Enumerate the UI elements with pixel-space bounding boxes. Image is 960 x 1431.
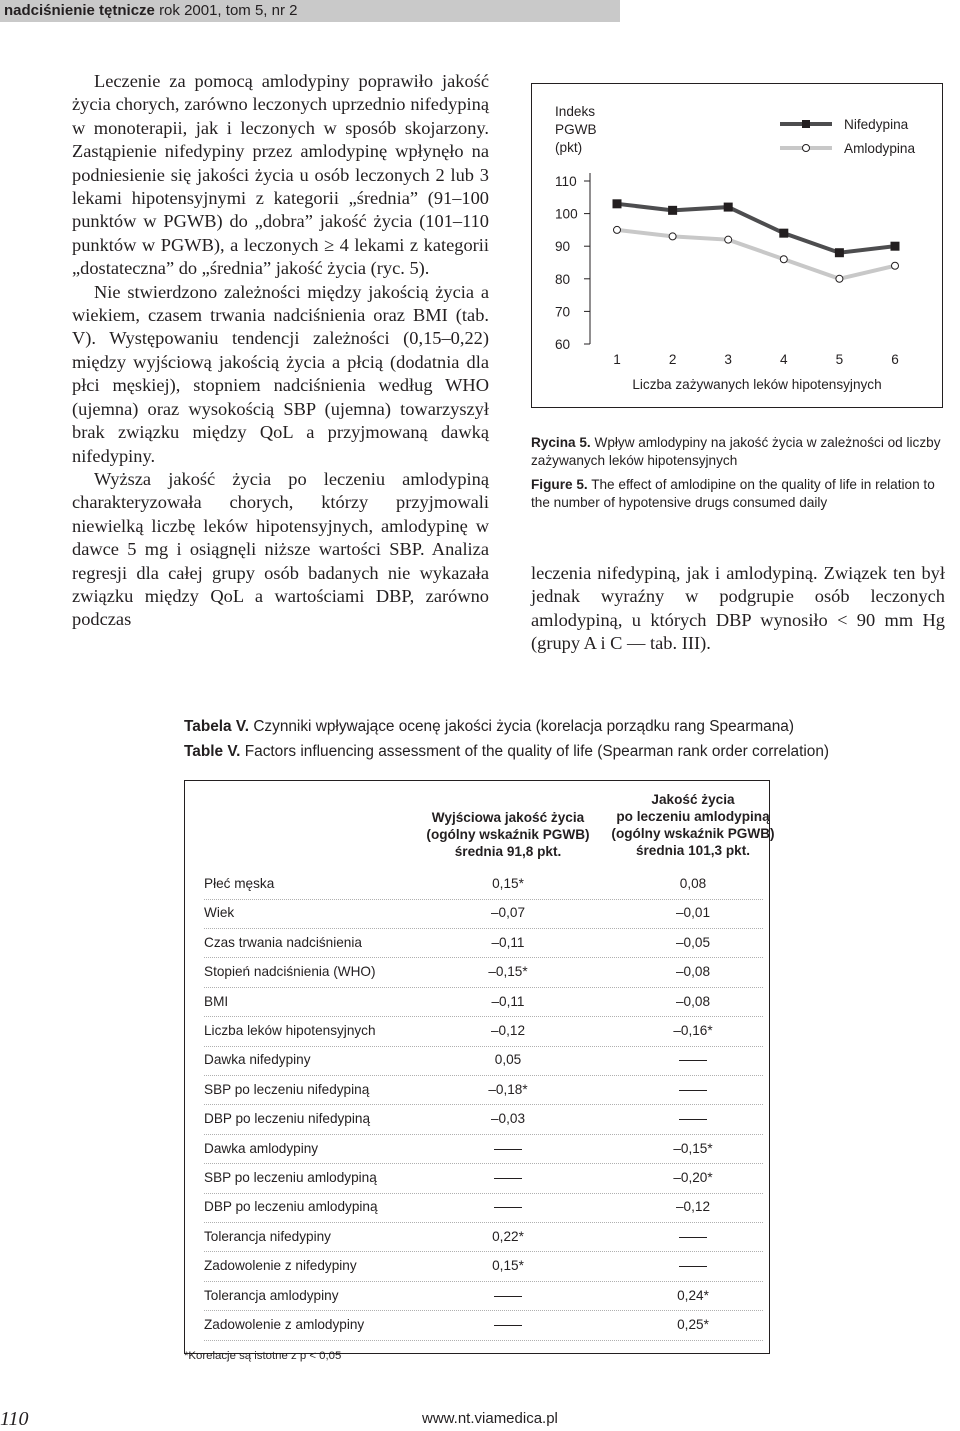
- data-point-square: [669, 206, 677, 214]
- y-tick-label: 90: [555, 239, 571, 255]
- after-value: –0,08: [675, 964, 711, 980]
- table-row: [185, 958, 771, 988]
- y-tick-label: 80: [555, 271, 571, 287]
- header-line: (ogólny wskaźnik PGWB): [611, 826, 775, 841]
- row-label: Liczba leków hipotensyjnych: [204, 1023, 376, 1038]
- no-data-dash: [494, 1149, 522, 1150]
- header-line: (ogólny wskaźnik PGWB): [426, 827, 590, 842]
- no-data-dash: [679, 1060, 707, 1061]
- header-line: średnia 91,8 pkt.: [454, 844, 562, 859]
- baseline-value: –0,18*: [488, 1081, 528, 1097]
- data-point-circle: [669, 233, 676, 240]
- after-value: [623, 1229, 763, 1244]
- row-label: Dawka amlodypiny: [204, 1140, 319, 1156]
- x-tick-label: 2: [668, 352, 677, 367]
- row-divider: [204, 1340, 763, 1341]
- data-point-square: [780, 229, 788, 237]
- website-link[interactable]: www.nt.viamedica.pl: [422, 1410, 558, 1427]
- table-footnote: *Korelacje są istotne z p < 0,05: [184, 1350, 342, 1362]
- figure-text-en: The effect of amlodipine on the quality of life in relation to the number of hypotensive drugs consumed daily: [531, 477, 935, 510]
- legend-marker-square: [802, 120, 810, 128]
- no-data-dash: [494, 1207, 522, 1208]
- data-point-circle: [836, 275, 843, 282]
- table-row: [185, 1046, 771, 1076]
- after-value: 0,25*: [677, 1317, 709, 1332]
- figure-caption: [531, 434, 945, 518]
- row-label: Dawka nifedypiny: [204, 1052, 311, 1068]
- no-data-dash: [679, 1266, 707, 1267]
- series-line-nifedypina: [617, 204, 895, 253]
- row-label: DBP po leczeniu nifedypiną: [204, 1111, 371, 1127]
- table-row: [185, 870, 771, 900]
- table-row: [185, 1135, 771, 1165]
- baseline-value: 0,15*: [492, 1258, 524, 1274]
- baseline-value: 0,05: [494, 1052, 522, 1068]
- legend-label: Amlodypina: [844, 141, 916, 156]
- no-data-dash: [494, 1325, 522, 1326]
- row-label: BMI: [204, 993, 229, 1009]
- journal-name: nadciśnienie tętnicze: [4, 2, 155, 19]
- row-label: SBP po leczeniu nifedypiną: [204, 1081, 370, 1097]
- table-v: [184, 780, 775, 1354]
- table-row: [185, 1105, 771, 1135]
- baseline-value: [447, 1141, 569, 1156]
- header-line: Jakość życia: [651, 792, 735, 807]
- table-row: [185, 929, 771, 959]
- baseline-value: –0,11: [491, 934, 525, 950]
- after-value: –0,15*: [673, 1140, 713, 1156]
- no-data-dash: [494, 1178, 522, 1179]
- baseline-value: [447, 1317, 569, 1332]
- baseline-value: [447, 1170, 569, 1185]
- running-header-text: [4, 2, 297, 20]
- after-value: 0,08: [679, 876, 707, 891]
- after-value: –0,12: [675, 1199, 711, 1215]
- header-line: po leczeniu amlodypiną: [616, 809, 770, 824]
- baseline-value: [447, 1288, 569, 1303]
- baseline-value: –0,12: [490, 1023, 526, 1038]
- baseline-value: 0,15*: [492, 876, 524, 891]
- row-label: Wiek: [204, 905, 235, 921]
- baseline-value: –0,15*: [488, 964, 528, 980]
- x-tick-label: 4: [780, 352, 788, 367]
- row-label: Zadowolenie z nifedypiny: [204, 1258, 357, 1274]
- after-value: –0,20*: [673, 1170, 713, 1185]
- data-point-square: [724, 203, 732, 211]
- no-data-dash: [679, 1237, 707, 1238]
- no-data-dash: [679, 1090, 707, 1091]
- after-value: [623, 1258, 763, 1273]
- column-header-after-amlodipine: [605, 791, 781, 859]
- after-value: –0,01: [675, 905, 711, 921]
- data-point-circle: [892, 262, 899, 269]
- figure-caption-en: [531, 476, 945, 512]
- y-tick-label: 100: [555, 206, 578, 222]
- figure-5-chart: [531, 83, 943, 408]
- table-row: [185, 1311, 771, 1341]
- paragraph: Leczenie za pomocą amlodypiny poprawiło jakość życia chorych, zarówno leczonych uprzednio nifedypiną w monoterapii, jak i leczonych w sposób skojarzony. Zastąpienie nifedypiny przez amlodypinę wpłynęło na podniesienie się jakości życia u osób leczonych 2 lub 3 lekami hipotensyjnymi z kategorii „średnia” (91–100 punktów w PGWB) do „dobra” jakość życia (101–110 punktów w PGWB), a leczonych ≥ 4 lekami z kategorii „dostateczna” do „średnia” jakość życia (ryc. 5).: [72, 71, 489, 279]
- baseline-value: –0,07: [490, 905, 526, 921]
- x-axis-label: Liczba zażywanych leków hipotensyjnych: [632, 377, 882, 392]
- paragraph: Nie stwierdzono zależności między jakością życia a wiekiem, czasem trwania nadciśnienia oraz BMI (tab. V). Występowaniu tendencji zależności (0,15–0,22) między wyjściową jakością życia a płcią (dodatnia dla płci męskiej), stopniem nadciśnienia według WHO (ujemna) oraz wysokością SBP (ujemna) towarzyszył brak związku między QoL a przyjmowaną dawką nifedypiny.: [72, 281, 489, 466]
- after-value: [623, 1111, 763, 1126]
- after-value: [623, 1052, 763, 1067]
- paragraph: Wyższa jakość życia po leczeniu amlodypiną charakteryzowała chorych, którzy przyjmowali niewielką liczbę leków hipotensyjnych, amlodypinę w dawce 5 mg i osiągnęli niższe wartości SBP. Analiza regresji dla całej grupy osób badanych nie wykazała związku między QoL a wartościami DBP, zarówno podczas: [72, 468, 489, 630]
- column-header-baseline: [423, 809, 593, 860]
- legend-marker-circle: [803, 145, 810, 152]
- paragraph: leczenia nifedypiną, jak i amlodypiną. Związek ten był jednak wyraźny w podgrupie osób leczonych amlodypiną, u których DBP wynosiło < 90 mm Hg (grupy A i C — tab. III).: [531, 563, 945, 654]
- y-tick-label: 70: [555, 304, 571, 320]
- table-row: [185, 899, 771, 929]
- y-axis-label: PGWB: [555, 122, 597, 137]
- data-point-square: [613, 200, 621, 208]
- x-tick-label: 1: [613, 352, 621, 367]
- table-row: [185, 1164, 771, 1194]
- table-row: [185, 1223, 771, 1253]
- no-data-dash: [494, 1296, 522, 1297]
- table-row: [185, 1193, 771, 1223]
- row-label: Tolerancja nifedypiny: [204, 1228, 331, 1244]
- row-label: SBP po leczeniu amlodypiną: [204, 1170, 377, 1185]
- table-text-pl: Czynniki wpływające ocenę jakości życia (korelacja porządku rang Spearmana): [253, 718, 794, 735]
- row-label: Czas trwania nadciśnienia: [204, 934, 362, 950]
- row-label: DBP po leczeniu amlodypiną: [204, 1199, 378, 1215]
- figure-text-pl: Wpływ amlodypiny na jakość życia w zależności od liczby zażywanych leków hipotensyjnych: [531, 435, 941, 468]
- row-label: Zadowolenie z amlodypiny: [204, 1317, 365, 1332]
- page-number: 110: [0, 1408, 29, 1430]
- data-point-square: [891, 242, 899, 250]
- table-row: [185, 988, 771, 1018]
- table-row: [185, 1282, 771, 1312]
- data-point-square: [835, 249, 843, 257]
- chart-svg: [532, 84, 941, 406]
- y-tick-label: 110: [555, 174, 577, 189]
- data-point-circle: [614, 226, 621, 233]
- baseline-value: –0,11: [491, 993, 525, 1009]
- baseline-value: [447, 1199, 569, 1214]
- table-row: [185, 1252, 771, 1282]
- after-value: –0,16*: [673, 1023, 713, 1038]
- figure-label-pl: Rycina 5.: [531, 435, 591, 450]
- x-tick-label: 6: [891, 352, 899, 367]
- table-caption-pl: [184, 714, 884, 739]
- x-tick-label: 5: [835, 352, 844, 367]
- figure-label-en: Figure 5.: [531, 477, 588, 492]
- table-label-en: Table V.: [184, 743, 241, 760]
- baseline-value: 0,22*: [492, 1228, 524, 1244]
- header-line: Wyjściowa jakość życia: [431, 810, 585, 825]
- data-point-circle: [725, 236, 732, 243]
- after-value: –0,05: [675, 934, 711, 950]
- y-axis-label: (pkt): [555, 140, 583, 155]
- series-line-amlodypina: [617, 230, 895, 279]
- row-label: Tolerancja amlodypiny: [204, 1287, 339, 1303]
- header-line: średnia 101,3 pkt.: [635, 843, 751, 858]
- y-axis-label: Indeks: [555, 104, 596, 119]
- table-row: [185, 1076, 771, 1106]
- table-caption: [184, 714, 884, 764]
- journal-issue: rok 2001, tom 5, nr 2: [159, 2, 298, 19]
- row-label: Płeć męska: [204, 876, 275, 891]
- table-caption-en: [184, 739, 884, 764]
- after-value: [623, 1082, 763, 1097]
- figure-caption-pl: [531, 434, 945, 470]
- data-point-circle: [780, 256, 787, 263]
- after-value: 0,24*: [677, 1287, 709, 1303]
- legend-label: Nifedypina: [844, 117, 909, 132]
- left-column: [72, 70, 489, 632]
- no-data-dash: [679, 1119, 707, 1120]
- baseline-value: –0,03: [490, 1111, 526, 1127]
- table-text-en: Factors influencing assessment of the quality of life (Spearman rank order correlation): [244, 743, 830, 760]
- row-label: Stopień nadciśnienia (WHO): [204, 964, 376, 980]
- right-column: [531, 562, 945, 656]
- table-label-pl: Tabela V.: [184, 718, 250, 735]
- y-tick-label: 60: [555, 337, 571, 352]
- after-value: –0,08: [675, 993, 711, 1009]
- x-tick-label: 3: [724, 352, 732, 367]
- table-row: [185, 1017, 771, 1047]
